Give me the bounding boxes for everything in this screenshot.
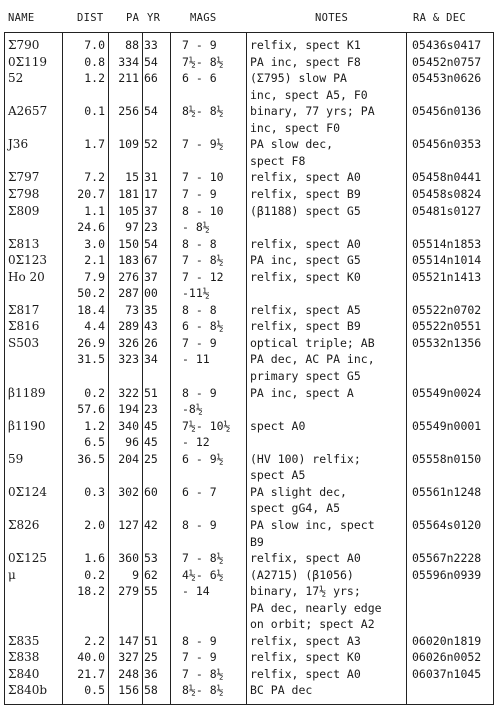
cell-mags: - 11 xyxy=(182,352,210,367)
cell-mags: 7 - 9 xyxy=(182,650,217,665)
cell-notes: relfix, spect A0 xyxy=(250,551,361,566)
cell-yr: 51 xyxy=(144,385,158,400)
cell-mags: 4½- 6½ xyxy=(182,567,224,582)
cell-radec: 06020n1819 xyxy=(412,633,482,648)
table-row xyxy=(0,55,500,69)
cell-dist: 1.7 xyxy=(84,137,105,152)
cell-notes: relfix, spect A0 xyxy=(250,666,361,681)
cell-pa: 150 xyxy=(118,236,139,251)
cell-yr: 31 xyxy=(144,170,158,185)
table-row xyxy=(0,352,500,366)
cell-notes: spect F8 xyxy=(250,153,306,168)
cell-radec: 05522n0702 xyxy=(412,302,482,317)
cell-mags: -8½ xyxy=(182,402,203,417)
cell-pa: 15 xyxy=(125,170,139,185)
header-yr: YR xyxy=(147,12,161,24)
cell-dist: 0.2 xyxy=(84,567,105,582)
cell-notes: PA inc, spect A xyxy=(250,385,354,400)
cell-pa: 302 xyxy=(118,484,139,499)
cell-dist: 1.1 xyxy=(84,203,105,218)
cell-mags: 7 - 8½ xyxy=(182,253,224,268)
cell-notes: relfix, spect A5 xyxy=(250,302,361,317)
cell-mags: 8 - 9 xyxy=(182,633,217,648)
cell-pa: 327 xyxy=(118,650,139,665)
cell-mags: 6 - 6 xyxy=(182,71,217,86)
table-row xyxy=(0,104,500,118)
cell-name: Σ840 xyxy=(8,666,40,681)
table-row xyxy=(0,303,500,317)
cell-notes: relfix, spect B9 xyxy=(250,186,361,201)
table-row xyxy=(0,485,500,499)
cell-notes: PA dec, nearly edge xyxy=(250,600,382,615)
cell-yr: 17 xyxy=(144,186,158,201)
cell-yr: 54 xyxy=(144,54,158,69)
cell-name: Σ797 xyxy=(8,170,40,185)
cell-notes: B9 xyxy=(250,534,264,549)
table-row xyxy=(0,319,500,333)
cell-notes: PA slow dec, xyxy=(250,137,334,152)
cell-notes: relfix, spect A0 xyxy=(250,236,361,251)
cell-name: J36 xyxy=(8,137,29,152)
cell-notes: inc, spect A5, F0 xyxy=(250,87,368,102)
table-row xyxy=(0,667,500,681)
cell-notes: inc, spect F0 xyxy=(250,120,341,135)
cell-yr: 52 xyxy=(144,137,158,152)
cell-pa: 360 xyxy=(118,551,139,566)
cell-yr: 25 xyxy=(144,650,158,665)
cell-pa: 340 xyxy=(118,418,139,433)
cell-dist: 18.2 xyxy=(77,584,105,599)
table-row xyxy=(0,286,500,300)
cell-dist: 1.2 xyxy=(84,71,105,86)
table-row xyxy=(0,220,500,234)
cell-yr: 35 xyxy=(144,302,158,317)
cell-yr: 54 xyxy=(144,236,158,251)
table-row xyxy=(0,253,500,267)
cell-name: Σ813 xyxy=(8,236,40,251)
cell-notes: relfix, spect K1 xyxy=(250,38,361,52)
cell-pa: 276 xyxy=(118,269,139,284)
table-row xyxy=(0,535,500,549)
cell-yr: 54 xyxy=(144,104,158,119)
header-mags: MAGS xyxy=(190,12,217,24)
cell-mags: 8 - 8 xyxy=(182,236,217,251)
cell-yr: 33 xyxy=(144,38,158,52)
cell-yr: 55 xyxy=(144,584,158,599)
cell-dist: 21.7 xyxy=(77,666,105,681)
cell-dist: 50.2 xyxy=(77,286,105,301)
cell-yr: 67 xyxy=(144,253,158,268)
cell-mags: 8½- 8½ xyxy=(182,683,224,698)
cell-yr: 36 xyxy=(144,666,158,681)
header-dist: DIST xyxy=(77,12,104,24)
table-row xyxy=(0,683,500,697)
cell-yr: 26 xyxy=(144,335,158,350)
cell-name: Σ840b xyxy=(8,683,48,698)
cell-yr: 60 xyxy=(144,484,158,499)
cell-dist: 0.2 xyxy=(84,385,105,400)
cell-pa: 156 xyxy=(118,683,139,698)
cell-radec: 05514n1853 xyxy=(412,236,482,251)
table-row xyxy=(0,204,500,218)
table-row xyxy=(0,121,500,135)
cell-name: Σ817 xyxy=(8,302,40,317)
cell-radec: 05481s0127 xyxy=(412,203,482,218)
cell-notes: binary, 17½ yrs; xyxy=(250,584,361,599)
cell-notes: PA inc, spect F8 xyxy=(250,54,361,69)
cell-pa: 204 xyxy=(118,451,139,466)
cell-pa: 147 xyxy=(118,633,139,648)
cell-notes: spect gG4, A5 xyxy=(250,501,341,516)
cell-notes: relfix, spect A0 xyxy=(250,170,361,185)
cell-dist: 4.4 xyxy=(84,319,105,334)
cell-name: Σ826 xyxy=(8,517,40,532)
table-row xyxy=(0,154,500,168)
cell-dist: 6.5 xyxy=(84,435,105,450)
cell-name: A2657 xyxy=(8,104,48,119)
table-row xyxy=(0,419,500,433)
table-row xyxy=(0,38,500,52)
cell-mags: 8 - 9 xyxy=(182,517,217,532)
cell-pa: 287 xyxy=(118,286,139,301)
table-row xyxy=(0,336,500,350)
table-row xyxy=(0,435,500,449)
cell-name: Σ798 xyxy=(8,186,40,201)
cell-yr: 25 xyxy=(144,451,158,466)
table-row xyxy=(0,501,500,515)
cell-dist: 2.2 xyxy=(84,633,105,648)
cell-name: S503 xyxy=(8,335,40,350)
cell-yr: 53 xyxy=(144,551,158,566)
cell-mags: 6 - 7 xyxy=(182,484,217,499)
cell-radec: 05596n0939 xyxy=(412,567,482,582)
table-row xyxy=(0,468,500,482)
cell-dist: 40.0 xyxy=(77,650,105,665)
cell-dist: 2.1 xyxy=(84,253,105,268)
cell-mags: -11½ xyxy=(182,286,210,301)
cell-name: β1189 xyxy=(8,385,46,400)
table-row xyxy=(0,634,500,648)
cell-notes: (A2715) (β1056) xyxy=(250,567,354,582)
cell-name: Σ816 xyxy=(8,319,40,334)
cell-pa: 256 xyxy=(118,104,139,119)
table-row xyxy=(0,170,500,184)
cell-radec: 05514n1014 xyxy=(412,253,482,268)
cell-mags: 7 - 9 xyxy=(182,186,217,201)
cell-notes: relfix, spect B9 xyxy=(250,319,361,334)
cell-yr: 00 xyxy=(144,286,158,301)
cell-notes: relfix, spect K0 xyxy=(250,269,361,284)
cell-pa: 194 xyxy=(118,402,139,417)
cell-dist: 0.1 xyxy=(84,104,105,119)
table-row xyxy=(0,88,500,102)
cell-notes: spect A0 xyxy=(250,418,306,433)
cell-dist: 36.5 xyxy=(77,451,105,466)
cell-name: Σ838 xyxy=(8,650,40,665)
table-row xyxy=(0,137,500,151)
cell-mags: 8½- 8½ xyxy=(182,104,224,119)
cell-mags: - 14 xyxy=(182,584,210,599)
cell-notes: BC PA dec xyxy=(250,683,313,698)
table-row xyxy=(0,369,500,383)
header-name: NAME xyxy=(8,12,35,24)
table-row xyxy=(0,452,500,466)
cell-notes: (β1188) spect G5 xyxy=(250,203,361,218)
cell-mags: - 12 xyxy=(182,435,210,450)
cell-notes: relfix, spect A3 xyxy=(250,633,361,648)
cell-dist: 0.5 xyxy=(84,683,105,698)
cell-pa: 96 xyxy=(125,435,139,450)
header-pa: PA xyxy=(126,12,140,24)
cell-name: 0Σ125 xyxy=(8,551,48,566)
table-row xyxy=(0,518,500,532)
cell-mags: 7½- 8½ xyxy=(182,54,224,69)
cell-notes: PA slow inc, spect xyxy=(250,517,375,532)
cell-notes: on orbit; spect A2 xyxy=(250,617,375,632)
cell-notes: PA slight dec, xyxy=(250,484,347,499)
cell-mags: 7 - 9½ xyxy=(182,137,224,152)
cell-yr: 58 xyxy=(144,683,158,698)
cell-dist: 24.6 xyxy=(77,220,105,235)
table-row xyxy=(0,584,500,598)
cell-dist: 0.3 xyxy=(84,484,105,499)
cell-radec: 05453n0626 xyxy=(412,71,482,86)
cell-notes: (HV 100) relfix; xyxy=(250,451,361,466)
cell-radec: 05558n0150 xyxy=(412,451,482,466)
cell-yr: 42 xyxy=(144,517,158,532)
cell-mags: 7 - 9 xyxy=(182,38,217,52)
cell-pa: 97 xyxy=(125,220,139,235)
cell-pa: 326 xyxy=(118,335,139,350)
cell-name: Ho 20 xyxy=(8,269,45,284)
cell-pa: 183 xyxy=(118,253,139,268)
cell-radec: 05521n1413 xyxy=(412,269,482,284)
cell-notes: PA dec, AC PA inc, xyxy=(250,352,375,367)
cell-dist: 31.5 xyxy=(77,352,105,367)
cell-radec: 05458n0441 xyxy=(412,170,482,185)
table-row xyxy=(0,270,500,284)
cell-radec: 06037n1045 xyxy=(412,666,482,681)
header-notes: NOTES xyxy=(315,12,349,24)
cell-pa: 334 xyxy=(118,54,139,69)
cell-mags: 6 - 8½ xyxy=(182,319,224,334)
cell-dist: 1.2 xyxy=(84,418,105,433)
cell-notes: relfix, spect K0 xyxy=(250,650,361,665)
cell-dist: 0.8 xyxy=(84,54,105,69)
cell-name: 52 xyxy=(8,71,24,86)
cell-radec: 05458s0824 xyxy=(412,186,482,201)
table-row xyxy=(0,402,500,416)
cell-yr: 34 xyxy=(144,352,158,367)
table-row xyxy=(0,237,500,251)
cell-pa: 289 xyxy=(118,319,139,334)
cell-dist: 20.7 xyxy=(77,186,105,201)
cell-mags: 6 - 9½ xyxy=(182,451,224,466)
table-row xyxy=(0,650,500,664)
table-row xyxy=(0,551,500,565)
cell-yr: 37 xyxy=(144,269,158,284)
cell-yr: 66 xyxy=(144,71,158,86)
cell-yr: 62 xyxy=(144,567,158,582)
cell-yr: 43 xyxy=(144,319,158,334)
cell-mags: - 8½ xyxy=(182,220,210,235)
table-row xyxy=(0,386,500,400)
cell-dist: 2.0 xyxy=(84,517,105,532)
cell-yr: 45 xyxy=(144,435,158,450)
cell-yr: 23 xyxy=(144,402,158,417)
cell-notes: binary, 77 yrs; PA xyxy=(250,104,375,119)
cell-radec: 05561n1248 xyxy=(412,484,482,499)
cell-name: 59 xyxy=(8,451,24,466)
table-row xyxy=(0,71,500,85)
cell-radec: 05456n0136 xyxy=(412,104,482,119)
cell-name: μ xyxy=(8,567,16,582)
cell-radec: 05549n0024 xyxy=(412,385,482,400)
cell-pa: 73 xyxy=(125,302,139,317)
cell-notes: optical triple; AB xyxy=(250,335,375,350)
cell-name: Σ835 xyxy=(8,633,40,648)
cell-mags: 7 - 8½ xyxy=(182,551,224,566)
cell-pa: 211 xyxy=(118,71,139,86)
table-row xyxy=(0,601,500,615)
cell-mags: 7 - 12 xyxy=(182,269,224,284)
cell-mags: 7 - 10 xyxy=(182,170,224,185)
cell-pa: 9 xyxy=(132,567,139,582)
cell-mags: 7½- 10½ xyxy=(182,418,231,433)
table-row xyxy=(0,568,500,582)
table-row xyxy=(0,617,500,631)
table-row xyxy=(0,187,500,201)
cell-name: β1190 xyxy=(8,418,46,433)
cell-pa: 88 xyxy=(125,38,139,52)
cell-notes: spect A5 xyxy=(250,468,306,483)
cell-pa: 109 xyxy=(118,137,139,152)
cell-dist: 3.0 xyxy=(84,236,105,251)
cell-radec: 05452n0757 xyxy=(412,54,482,69)
cell-pa: 105 xyxy=(118,203,139,218)
cell-radec: 05456n0353 xyxy=(412,137,482,152)
cell-pa: 248 xyxy=(118,666,139,681)
cell-dist: 18.4 xyxy=(77,302,105,317)
cell-dist: 57.6 xyxy=(77,402,105,417)
cell-yr: 23 xyxy=(144,220,158,235)
cell-radec: 05564s0120 xyxy=(412,517,482,532)
cell-name: 0Σ124 xyxy=(8,484,48,499)
cell-radec: 05522n0551 xyxy=(412,319,482,334)
cell-yr: 45 xyxy=(144,418,158,433)
cell-mags: 7 - 8½ xyxy=(182,666,224,681)
cell-pa: 127 xyxy=(118,517,139,532)
cell-radec: 05436s0417 xyxy=(412,38,482,52)
cell-mags: 8 - 9 xyxy=(182,385,217,400)
cell-notes: PA inc, spect G5 xyxy=(250,253,361,268)
cell-notes: (Σ795) slow PA xyxy=(250,71,347,86)
cell-radec: 06026n0052 xyxy=(412,650,482,665)
cell-mags: 8 - 10 xyxy=(182,203,224,218)
cell-name: 0Σ119 xyxy=(8,54,48,69)
cell-radec: 05549n0001 xyxy=(412,418,482,433)
cell-dist: 26.9 xyxy=(77,335,105,350)
cell-dist: 7.9 xyxy=(84,269,105,284)
cell-name: Σ790 xyxy=(8,38,40,52)
cell-yr: 51 xyxy=(144,633,158,648)
cell-dist: 7.2 xyxy=(84,170,105,185)
cell-notes: primary spect G5 xyxy=(250,369,361,383)
cell-name: 0Σ123 xyxy=(8,253,48,268)
cell-yr: 37 xyxy=(144,203,158,218)
cell-dist: 1.6 xyxy=(84,551,105,566)
cell-mags: 7 - 9 xyxy=(182,335,217,350)
cell-pa: 323 xyxy=(118,352,139,367)
cell-radec: 05532n1356 xyxy=(412,335,482,350)
cell-radec: 05567n2228 xyxy=(412,551,482,566)
cell-mags: 8 - 8 xyxy=(182,302,217,317)
header-radec: RA & DEC xyxy=(413,12,466,24)
cell-pa: 279 xyxy=(118,584,139,599)
cell-pa: 322 xyxy=(118,385,139,400)
cell-pa: 181 xyxy=(118,186,139,201)
cell-dist: 7.0 xyxy=(84,38,105,52)
cell-name: Σ809 xyxy=(8,203,40,218)
